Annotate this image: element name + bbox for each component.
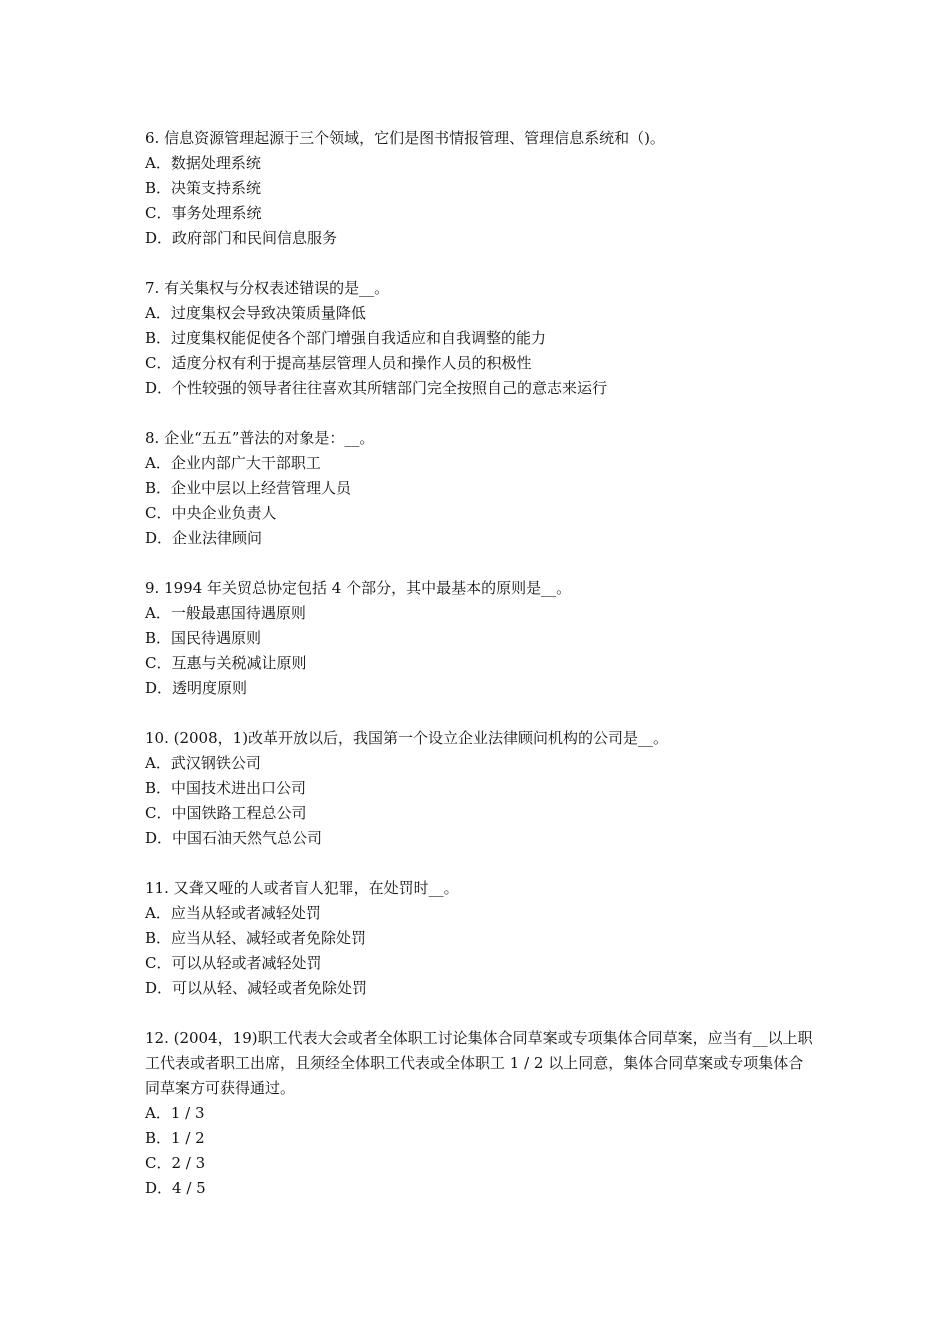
option-a: A．企业内部广大干部职工 (145, 454, 321, 472)
question-stem: 8. 企业“五五”普法的对象是：__。 (145, 429, 375, 447)
option-d: D．政府部门和民间信息服务 (145, 229, 338, 247)
option-a: A．一般最惠国待遇原则 (145, 604, 306, 622)
option-b: B．过度集权能促使各个部门增强自我适应和自我调整的能力 (145, 329, 547, 347)
option-b: B．应当从轻、减轻或者免除处罚 (145, 929, 367, 947)
option-list (145, 451, 815, 551)
question-stem: 10. (2008，1)改革开放以后，我国第一个设立企业法律顾问机构的公司是__。 (145, 729, 669, 747)
question-12 (145, 1026, 815, 1201)
option-list (145, 151, 815, 251)
option-d: D．透明度原则 (145, 679, 248, 697)
option-c: C．中国铁路工程总公司 (145, 804, 307, 822)
question-stem: 12. (2004，19)职工代表大会或者全体职工讨论集体合同草案或专项集体合同草案，应当有__以上职工代表或者职工出席，且须经全体职工代表或全体职工 1 / 2 以上同意，集体合同草案或专项集体合同草案方可获得通过。 (145, 1029, 813, 1097)
question-stem: 11. 又聋又哑的人或者盲人犯罪，在处罚时__。 (145, 879, 459, 897)
option-list (145, 901, 815, 1001)
option-d: D．个性较强的领导者往往喜欢其所辖部门完全按照自己的意志来运行 (145, 379, 608, 397)
option-d: D．企业法律顾问 (145, 529, 263, 547)
question-11 (145, 876, 815, 1001)
question-7 (145, 276, 815, 401)
question-10 (145, 726, 815, 851)
option-b: B．决策支持系统 (145, 179, 262, 197)
question-stem: 9. 1994 年关贸总协定包括 4 个部分，其中最基本的原则是__。 (145, 579, 572, 597)
option-b: B．国民待遇原则 (145, 629, 262, 647)
option-list (145, 1101, 815, 1201)
question-6 (145, 126, 815, 251)
question-8 (145, 426, 815, 551)
option-a: A．武汉钢铁公司 (145, 754, 261, 772)
option-d: D．中国石油天然气总公司 (145, 829, 323, 847)
question-stem: 7. 有关集权与分权表述错误的是__。 (145, 279, 390, 297)
option-c: C．2 / 3 (145, 1154, 206, 1172)
option-c: C．可以从轻或者减轻处罚 (145, 954, 322, 972)
option-a: A．应当从轻或者减轻处罚 (145, 904, 321, 922)
option-b: B．中国技术进出口公司 (145, 779, 307, 797)
option-c: C．事务处理系统 (145, 204, 262, 222)
option-list (145, 301, 815, 401)
question-9 (145, 576, 815, 701)
option-c: C．中央企业负责人 (145, 504, 277, 522)
option-d: D．可以从轻、减轻或者免除处罚 (145, 979, 368, 997)
option-list (145, 751, 815, 851)
option-b: B．企业中层以上经营管理人员 (145, 479, 352, 497)
option-list (145, 601, 815, 701)
option-d: D．4 / 5 (145, 1179, 206, 1197)
question-list (145, 126, 815, 1226)
question-stem: 6. 信息资源管理起源于三个领域，它们是图书情报管理、管理信息系统和（)。 (145, 129, 665, 147)
option-b: B．1 / 2 (145, 1129, 205, 1147)
option-a: A．数据处理系统 (145, 154, 261, 172)
option-a: A．1 / 3 (145, 1104, 205, 1122)
option-c: C．互惠与关税减让原则 (145, 654, 307, 672)
option-c: C．适度分权有利于提高基层管理人员和操作人员的积极性 (145, 354, 532, 372)
option-a: A．过度集权会导致决策质量降低 (145, 304, 366, 322)
